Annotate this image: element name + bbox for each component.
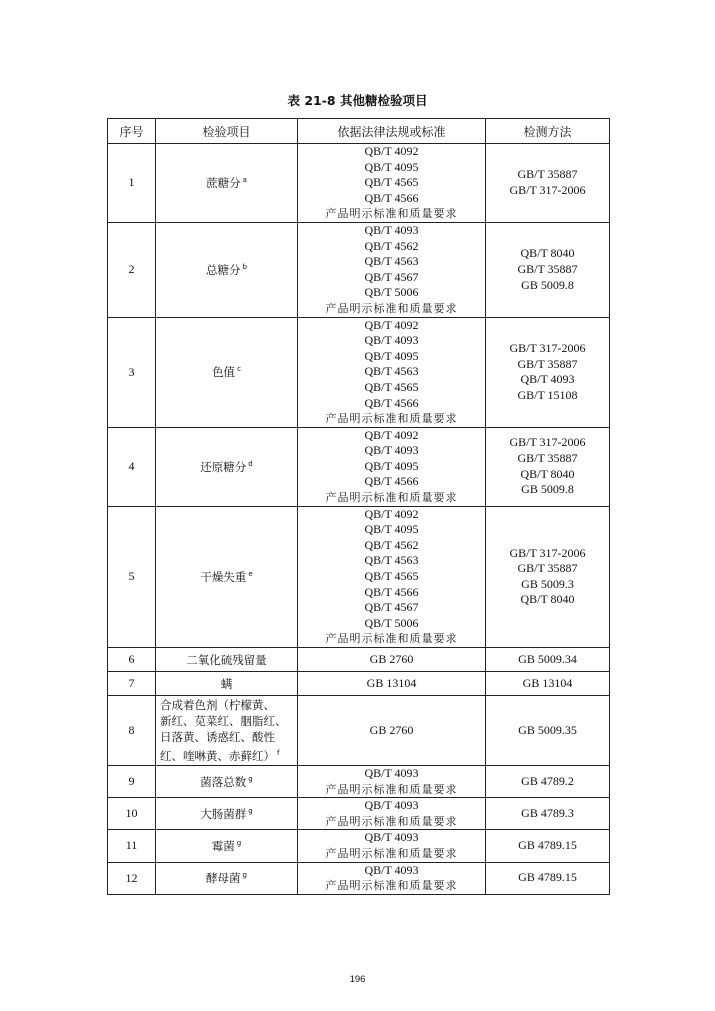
standard-entry: QB/T 4095: [364, 348, 419, 363]
footnote-marker: g: [248, 806, 253, 815]
table-row: [108, 862, 610, 894]
method-cell: [486, 427, 610, 506]
footnote-marker: g: [242, 871, 247, 880]
standard-entry: QB/T 4093: [364, 830, 419, 845]
item-label: 二氧化硫残留量: [186, 652, 267, 667]
standard-entry: QB/T 4092: [364, 506, 419, 521]
method-entry: GB/T 317-2006: [509, 182, 586, 197]
standard-entry: 产品明示标准和质量要求: [325, 846, 458, 860]
item-label: 蔗糖分: [206, 175, 241, 190]
standard-entry: QB/T 4092: [364, 427, 419, 442]
footnote-marker: b: [242, 262, 247, 271]
standard-entry: QB/T 4566: [364, 474, 419, 489]
inspection-item: [156, 222, 298, 317]
method-cell: [486, 862, 610, 894]
method-entry: GB/T 317-2006: [509, 435, 586, 450]
row-number: 8: [108, 696, 156, 766]
method-cell: [486, 144, 610, 223]
table-row: [108, 830, 610, 862]
standard-cell: [298, 427, 486, 506]
method-entry: GB 5009.8: [521, 277, 574, 292]
header-no: 序号: [108, 119, 156, 144]
item-label: 大肠菌群: [200, 806, 247, 821]
inspection-item: [156, 798, 298, 830]
method-cell: [486, 696, 610, 766]
method-entry: GB/T 15108: [517, 387, 578, 402]
item-label: 菌落总数: [200, 774, 247, 789]
standard-cell: [298, 766, 486, 798]
item-line: 新红、苋菜红、胭脂红、: [160, 714, 287, 728]
standard-entry: 产品明示标准和质量要求: [325, 632, 458, 646]
method-entry: GB/T 35887: [517, 356, 578, 371]
standard-entry: 产品明示标准和质量要求: [325, 491, 458, 505]
table-title: 表 21-8 其他糖检验项目: [287, 93, 428, 108]
method-entry: GB 4789.2: [521, 773, 574, 788]
standard-entry: QB/T 4563: [364, 364, 419, 379]
method-entry: GB 5009.8: [521, 482, 574, 497]
standard-entry: GB 2760: [369, 722, 414, 737]
method-entry: GB 5009.35: [518, 722, 577, 737]
method-cell: [486, 648, 610, 672]
table-row: [108, 222, 610, 317]
inspection-item: [156, 427, 298, 506]
standard-entry: QB/T 4095: [364, 522, 419, 537]
standard-entry: QB/T 5006: [364, 615, 419, 630]
item-line: 红、喹啉黄、赤藓红）: [160, 749, 275, 763]
standard-entry: QB/T 4565: [364, 379, 419, 394]
inspection-item: [156, 862, 298, 894]
row-number: 4: [108, 427, 156, 506]
method-cell: [486, 222, 610, 317]
standard-entry: QB/T 4562: [364, 537, 419, 552]
item-label: 色值: [212, 365, 236, 380]
standard-entry: GB 2760: [369, 651, 414, 666]
method-entry: GB 5009.3: [521, 576, 574, 591]
table-row: [108, 317, 610, 427]
standard-entry: QB/T 4567: [364, 269, 419, 284]
item-line-wrap: [160, 745, 293, 764]
inspection-item: [156, 144, 298, 223]
inspection-item: [156, 648, 298, 672]
standard-entry: QB/T 4566: [364, 584, 419, 599]
header-item: 检验项目: [156, 119, 298, 144]
method-entry: GB/T 35887: [517, 451, 578, 466]
row-number: 11: [108, 830, 156, 862]
footnote-marker: g: [248, 774, 253, 783]
standard-entry: QB/T 4093: [364, 443, 419, 458]
inspection-item: [156, 506, 298, 647]
standard-entry: QB/T 4566: [364, 395, 419, 410]
inspection-item: [156, 766, 298, 798]
standard-cell: [298, 222, 486, 317]
item-label: 酵母菌: [206, 871, 241, 886]
method-cell: [486, 766, 610, 798]
standard-cell: [298, 696, 486, 766]
standard-entry: 产品明示标准和质量要求: [325, 879, 458, 893]
inspection-item: [156, 696, 298, 766]
method-entry: GB 5009.34: [518, 651, 577, 666]
row-number: 6: [108, 648, 156, 672]
table-row: [108, 427, 610, 506]
method-cell: [486, 506, 610, 647]
item-line: 合成着色剂（柠檬黄、: [160, 698, 275, 712]
table-row: [108, 696, 610, 766]
standard-cell: [298, 862, 486, 894]
method-entry: GB 4789.15: [518, 838, 577, 853]
row-number: 3: [108, 317, 156, 427]
method-entry: GB/T 35887: [517, 561, 578, 576]
item-label: 霉菌: [211, 838, 235, 853]
standard-entry: QB/T 4565: [364, 569, 419, 584]
row-number: 9: [108, 766, 156, 798]
standard-entry: 产品明示标准和质量要求: [325, 782, 458, 796]
standard-entry: QB/T 5006: [364, 285, 419, 300]
standard-entry: QB/T 4095: [364, 159, 419, 174]
method-entry: GB 4789.3: [521, 805, 574, 820]
method-entry: GB/T 317-2006: [509, 545, 586, 560]
row-number: 2: [108, 222, 156, 317]
row-number: 5: [108, 506, 156, 647]
item-label: 总糖分: [206, 262, 241, 277]
method-entry: QB/T 8040: [520, 592, 575, 607]
table-row: [108, 672, 610, 696]
standard-entry: QB/T 4092: [364, 317, 419, 332]
standard-entry: QB/T 4093: [364, 798, 419, 813]
table-row: [108, 766, 610, 798]
method-entry: GB/T 35887: [517, 261, 578, 276]
table-row: [108, 144, 610, 223]
standard-entry: QB/T 4093: [364, 222, 419, 237]
standard-entry: QB/T 4563: [364, 553, 419, 568]
standard-entry: GB 13104: [366, 675, 417, 690]
row-number: 10: [108, 798, 156, 830]
footnote-marker: a: [242, 175, 247, 184]
inspection-table: [107, 118, 610, 895]
table-header-row: [108, 119, 610, 144]
standard-cell: [298, 830, 486, 862]
standard-cell: [298, 144, 486, 223]
standard-entry: QB/T 4562: [364, 238, 419, 253]
row-number: 12: [108, 862, 156, 894]
method-cell: [486, 317, 610, 427]
method-entry: QB/T 8040: [520, 466, 575, 481]
method-entry: GB/T 317-2006: [509, 340, 586, 355]
standard-cell: [298, 317, 486, 427]
method-entry: QB/T 8040: [520, 246, 575, 261]
standard-entry: QB/T 4095: [364, 458, 419, 473]
item-label: 干燥失重: [200, 569, 247, 584]
header-standard: 依据法律法规或标准: [298, 119, 486, 144]
footnote-marker: f: [277, 749, 280, 757]
standard-entry: QB/T 4566: [364, 190, 419, 205]
standard-entry: QB/T 4567: [364, 600, 419, 615]
row-number: 1: [108, 144, 156, 223]
item-line: 日落黄、诱惑红、酸性: [160, 730, 275, 744]
standard-entry: QB/T 4093: [364, 862, 419, 877]
footnote-marker: g: [236, 838, 242, 847]
method-cell: [486, 672, 610, 696]
inspection-item: [156, 830, 298, 862]
standard-entry: QB/T 4563: [364, 254, 419, 269]
standard-entry: 产品明示标准和质量要求: [325, 301, 458, 315]
standard-entry: 产品明示标准和质量要求: [325, 814, 458, 828]
standard-cell: [298, 798, 486, 830]
table-row: [108, 648, 610, 672]
method-entry: QB/T 4093: [520, 372, 575, 387]
footnote-marker: e: [248, 569, 253, 578]
footnote-marker: c: [237, 365, 241, 374]
method-entry: GB 13104: [522, 675, 573, 690]
method-entry: GB 4789.15: [518, 870, 577, 885]
row-number: 7: [108, 672, 156, 696]
method-cell: [486, 798, 610, 830]
table-row: [108, 798, 610, 830]
header-method: 检测方法: [486, 119, 610, 144]
standard-cell: [298, 648, 486, 672]
standard-entry: QB/T 4565: [364, 175, 419, 190]
inspection-item: [156, 672, 298, 696]
standard-cell: [298, 672, 486, 696]
inspection-item: [156, 317, 298, 427]
footnote-marker: d: [248, 459, 253, 468]
standard-entry: QB/T 4093: [364, 333, 419, 348]
item-label: 螨: [220, 676, 233, 691]
standard-entry: 产品明示标准和质量要求: [325, 207, 458, 221]
standard-entry: QB/T 4092: [364, 144, 419, 158]
standard-entry: QB/T 4093: [364, 766, 419, 780]
standard-entry: 产品明示标准和质量要求: [325, 412, 458, 426]
table-row: [108, 506, 610, 647]
page-number: 196: [349, 974, 366, 985]
standard-cell: [298, 506, 486, 647]
method-entry: GB/T 35887: [517, 167, 578, 182]
item-label: 还原糖分: [200, 459, 247, 474]
method-cell: [486, 830, 610, 862]
